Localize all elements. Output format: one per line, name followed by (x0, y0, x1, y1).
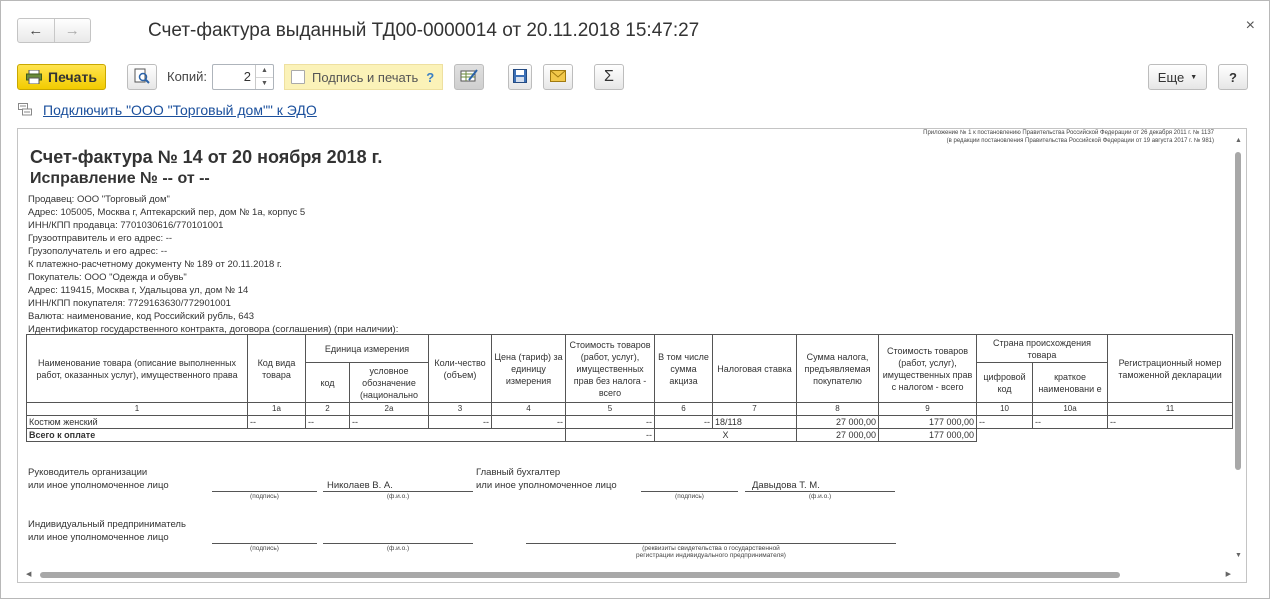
more-menu-button[interactable] (1148, 64, 1207, 90)
sign-caption: (подпись) (250, 545, 279, 552)
help-question-icon[interactable]: ? (426, 69, 435, 85)
scroll-left-icon[interactable]: ◀ (26, 571, 32, 578)
back-button[interactable] (18, 19, 54, 42)
sign-caption: (подпись) (675, 493, 704, 500)
column-number: 2 (306, 403, 350, 416)
header-price: Цена (тариф) за единицу измерения (492, 335, 566, 403)
total-row (27, 429, 1233, 442)
fio-caption: (ф.и.о.) (386, 545, 410, 552)
ip-sign-line (212, 543, 317, 544)
column-number: 1 (27, 403, 248, 416)
total-cost-with-tax: 177 000,00 (879, 429, 977, 442)
arrow-left-icon: ← (28, 22, 44, 39)
header-declaration: Регистрационный номер таможенной декларации (1108, 335, 1233, 403)
column-number: 1а (248, 403, 306, 416)
total-cost-without-tax: -- (566, 429, 655, 442)
cell-kind: -- (248, 416, 306, 429)
horizontal-scroll-thumb[interactable] (40, 572, 1120, 578)
invoice-table (26, 334, 1233, 442)
ip-label-line: или иное уполномоченное лицо (28, 532, 169, 543)
column-number: 6 (655, 403, 713, 416)
header-unit: Единица измерения (306, 335, 429, 363)
column-number: 3 (429, 403, 492, 416)
connect-edo-link[interactable]: Подключить "ООО "Торговый дом"" к ЭДО (43, 102, 317, 118)
accountant-name: Давыдова Т. М. (752, 480, 820, 491)
column-number: 9 (879, 403, 977, 416)
column-number: 11 (1108, 403, 1233, 416)
navigation-buttons (17, 18, 91, 43)
fio-caption: (ф.и.о.) (386, 493, 410, 500)
header-qty: Коли-чество (объем) (429, 335, 492, 403)
scroll-up-icon[interactable]: ▲ (1235, 137, 1242, 144)
header-name: Наименование товара (описание выполненных работ, оказанных услуг), имущественного права (27, 335, 248, 403)
header-tax: Сумма налога, предъявляемая покупателю (797, 335, 879, 403)
forward-button[interactable] (54, 19, 91, 42)
requisites-caption (526, 545, 896, 559)
help-button[interactable] (1218, 64, 1248, 90)
sign-caption: (подпись) (250, 493, 279, 500)
detail-line: Продавец: ООО "Торговый дом" (28, 194, 170, 205)
ip-signature-label (28, 518, 186, 544)
cell-country-code: -- (977, 416, 1033, 429)
column-number: 7 (713, 403, 797, 416)
cell-cost-with-tax: 177 000,00 (879, 416, 977, 429)
header-cost-without-tax: Стоимость товаров (работ, услуг), имущественных прав без налога - всего (566, 335, 655, 403)
horizontal-scrollbar[interactable] (26, 571, 1231, 579)
column-number: 4 (492, 403, 566, 416)
accountant-sign-line (641, 491, 738, 492)
head-fio-line (323, 491, 473, 492)
column-number: 10а (1033, 403, 1108, 416)
copies-value: 2 (243, 69, 251, 84)
detail-line: К платежно-расчетному документу № 189 от 20.11.2018 г. (28, 259, 282, 270)
ip-label-line: Индивидуальный предприниматель (28, 519, 186, 530)
invoice-details (28, 193, 398, 336)
help-label: ? (1229, 69, 1237, 85)
print-button[interactable] (17, 64, 106, 90)
fio-caption: (ф.и.о.) (808, 493, 832, 500)
close-icon: × (1245, 17, 1255, 34)
column-number: 8 (797, 403, 879, 416)
detail-line: Покупатель: ООО "Одежда и обувь" (28, 272, 187, 283)
total-tax: 27 000,00 (797, 429, 879, 442)
column-number: 5 (566, 403, 655, 416)
detail-line: Грузоотправитель и его адрес: -- (28, 233, 173, 244)
cell-rate: 18/118 (713, 416, 797, 429)
detail-line: Валюта: наименование, код Российский рубль, 643 (28, 311, 255, 322)
header-country: Страна происхождения товара (977, 335, 1108, 363)
accountant-signature-label (476, 466, 617, 492)
sign-print-checkbox[interactable] (291, 70, 305, 84)
cell-cost-without-tax: -- (566, 416, 655, 429)
legal-reference (923, 129, 1214, 145)
envelope-icon (550, 70, 566, 85)
total-empty (977, 429, 1233, 442)
requisites-caption-line: (реквизиты свидетельства о государственной (642, 545, 780, 552)
total-label: Всего к оплате (27, 429, 566, 442)
column-number: 10 (977, 403, 1033, 416)
accountant-label-line: или иное уполномоченное лицо (476, 480, 617, 491)
copies-label: Копий: (167, 69, 207, 84)
detail-line: Адрес: 119415, Москва г, Удальцова ул, дом № 14 (28, 285, 249, 296)
header-excise: В том числе сумма акциза (655, 335, 713, 403)
header-unit-code: код (306, 363, 350, 403)
spin-up-icon[interactable]: ▲ (261, 67, 268, 75)
header-country-code: цифровой код (977, 363, 1033, 403)
edit-table-icon (460, 69, 478, 86)
cell-declaration: -- (1108, 416, 1233, 429)
vertical-scroll-thumb[interactable] (1235, 152, 1241, 470)
column-numbers-row (27, 403, 1233, 416)
cell-qty: -- (429, 416, 492, 429)
head-sign-line (212, 491, 317, 492)
cell-tax: 27 000,00 (797, 416, 879, 429)
cell-name: Костюм женский (27, 416, 248, 429)
window-title: Счет-фактура выданный ТД00-0000014 от 20.11.2018 15:47:27 (148, 20, 700, 41)
arrow-right-icon: → (64, 22, 80, 39)
more-label: Еще (1157, 69, 1185, 85)
save-button[interactable] (508, 64, 532, 90)
sign-print-toggle[interactable] (284, 64, 443, 90)
accountant-label-line: Главный бухгалтер (476, 467, 561, 478)
column-number: 2а (350, 403, 429, 416)
spreadsheet-document[interactable] (17, 128, 1247, 583)
detail-line: ИНН/КПП продавца: 7701030616/770101001 (28, 220, 224, 231)
header-country-name: краткое наименовани е (1033, 363, 1108, 403)
scroll-right-icon[interactable]: ▶ (1225, 571, 1231, 578)
cell-excise: -- (655, 416, 713, 429)
sigma-icon: Σ (604, 68, 614, 85)
cell-price: -- (492, 416, 566, 429)
print-button-label: Печать (48, 69, 97, 85)
copies-input[interactable] (212, 64, 274, 90)
total-rate: X (655, 429, 797, 442)
detail-line: ИНН/КПП покупателя: 7729163630/772901001 (28, 298, 231, 309)
spin-down-icon[interactable]: ▼ (256, 77, 273, 90)
ip-fio-line (323, 543, 473, 544)
ip-requisites-line (526, 543, 896, 544)
vertical-scrollbar[interactable] (1235, 137, 1243, 559)
sign-print-label: Подпись и печать (312, 69, 419, 85)
edo-connect-icon (18, 103, 32, 116)
printer-icon (26, 70, 42, 84)
head-name: Николаев В. А. (327, 480, 393, 491)
detail-line: Адрес: 105005, Москва г, Аптекарский пер, дом № 1а, корпус 5 (28, 207, 306, 218)
cell-country-name: -- (1033, 416, 1108, 429)
preview-button[interactable] (127, 64, 157, 90)
correction-title: Исправление № -- от -- (30, 170, 210, 187)
chevron-down-icon: ▼ (1190, 73, 1198, 81)
send-email-button[interactable] (543, 64, 573, 90)
head-label-line: или иное уполномоченное лицо (28, 480, 169, 491)
magnifier-page-icon (134, 68, 150, 87)
scroll-down-icon[interactable]: ▼ (1235, 552, 1242, 559)
requisites-caption-line: регистрации индивидуального предпринимателя) (636, 552, 786, 559)
head-signature-label (28, 466, 169, 492)
table-row (27, 416, 1233, 429)
invoice-title: Счет-фактура № 14 от 20 ноября 2018 г. (30, 147, 383, 167)
cell-unit-name: -- (350, 416, 429, 429)
floppy-disk-icon (513, 69, 527, 86)
accountant-fio-line (745, 491, 895, 492)
legal-reference-line: (в редакции постановления Правительства Российской Федерации от 19 августа 2017 г. № 981) (946, 138, 1214, 144)
header-unit-name: условное обозначение (национально (350, 363, 429, 403)
copies-stepper[interactable] (255, 65, 273, 89)
head-label-line: Руководитель организации (28, 467, 148, 478)
legal-reference-line: Приложение № 1 к постановлению Правительства Российской Федерации от 26 декабря 2011 г. № 1137 (923, 130, 1214, 136)
header-kind: Код вида товара (248, 335, 306, 403)
detail-line: Идентификатор государственного контракта, договора (соглашения) (при наличии): (28, 324, 399, 335)
edit-document-button[interactable] (454, 64, 484, 90)
cell-unit-code: -- (306, 416, 350, 429)
close-button[interactable] (1246, 17, 1255, 35)
header-cost-with-tax: Стоимость товаров (работ, услуг), имущественных прав с налогом - всего (879, 335, 977, 403)
sum-button[interactable] (594, 64, 624, 90)
detail-line: Грузополучатель и его адрес: -- (28, 246, 168, 257)
header-rate: Налоговая ставка (713, 335, 797, 403)
